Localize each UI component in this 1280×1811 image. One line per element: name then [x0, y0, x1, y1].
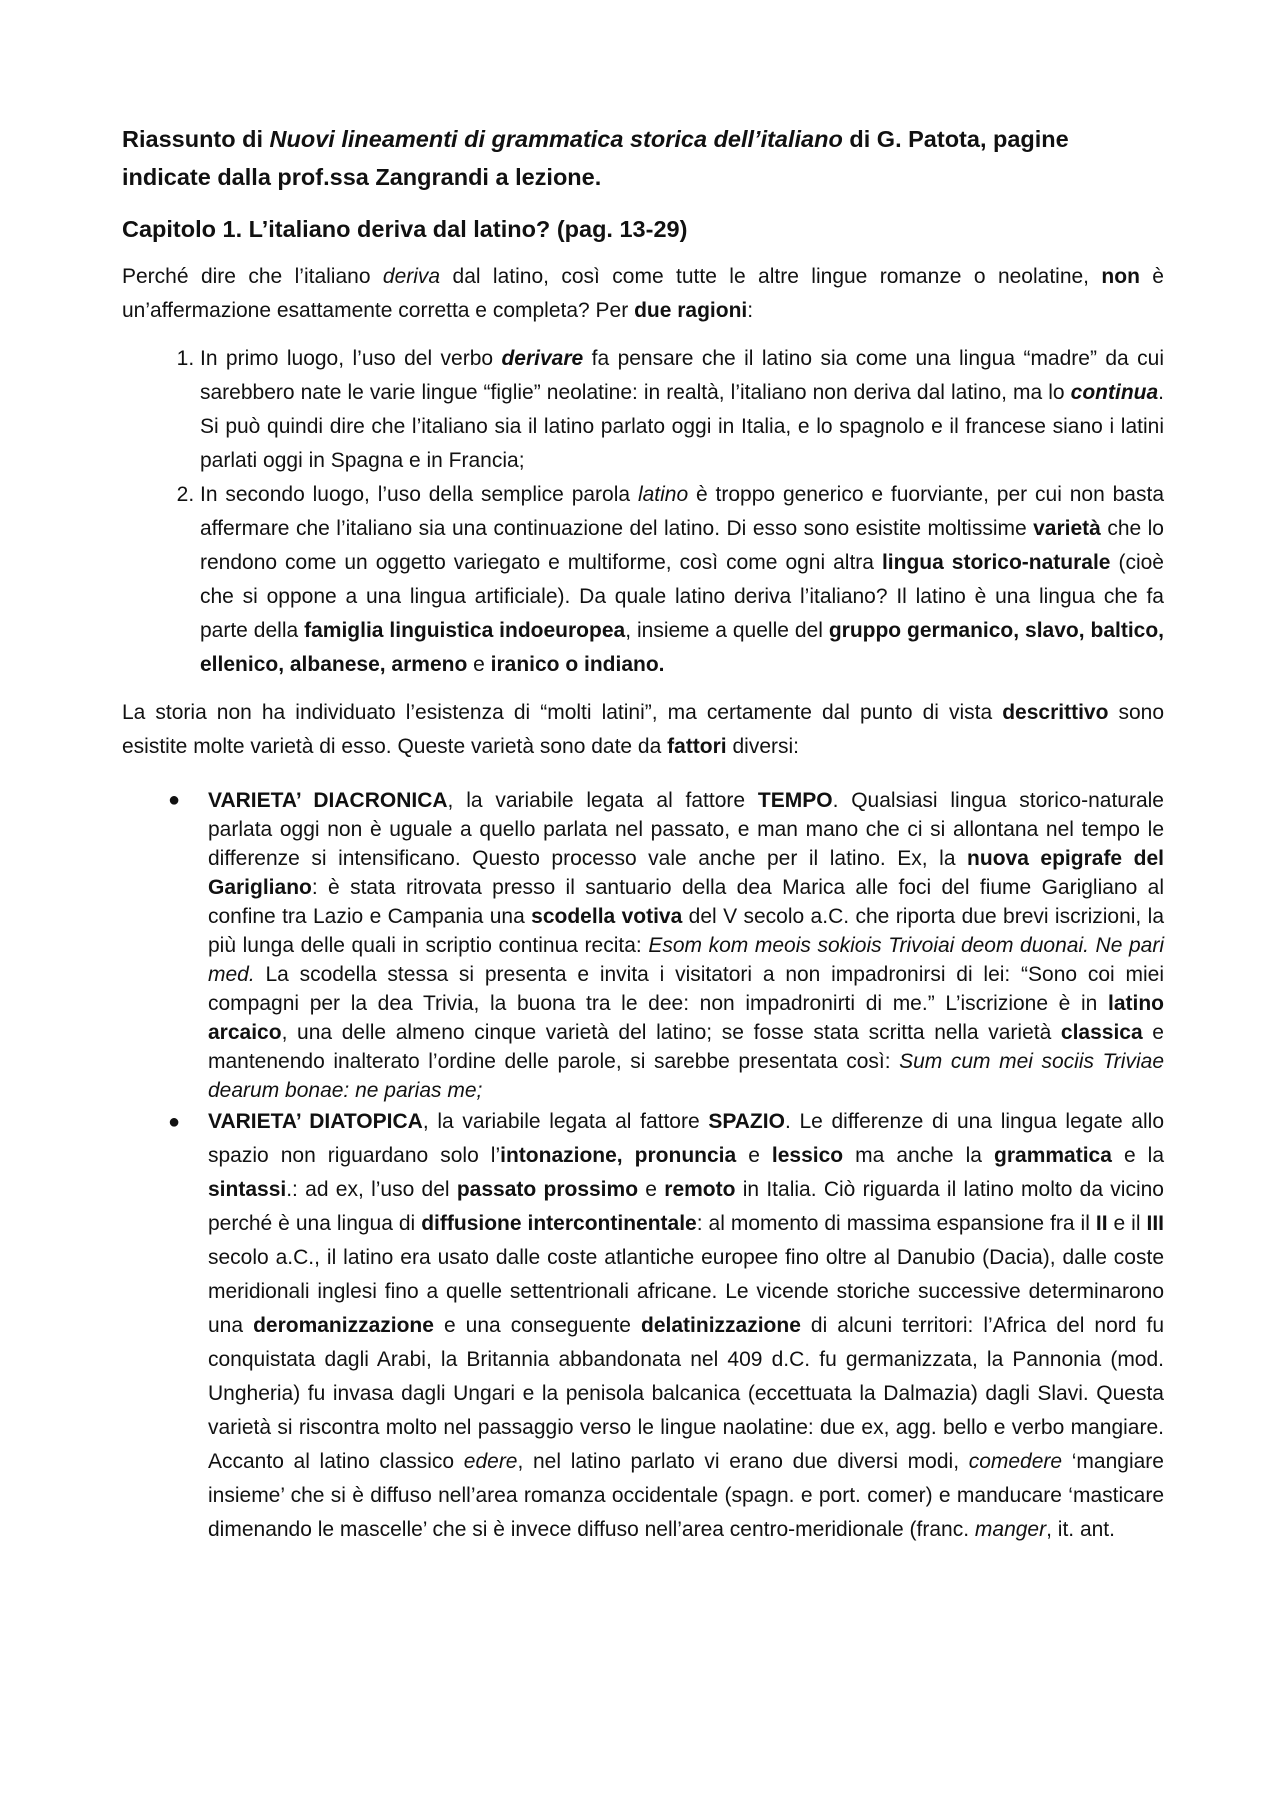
bullet-icon: ●: [168, 1111, 181, 1133]
list-item: ● VARIETA’ DIACRONICA, la variabile legata al fattore TEMPO. Qualsiasi lingua storico-naturale parlata oggi non è uguale a quello parlata nel passato, e man mano che ci si allontana nel tempo le differenze si intensificano. Questo processo vale anche per il latino. Ex, la nuova epigrafe del Garigliano: è stata ritrovata presso il santuario della dea Marica alle foci del fiume Garigliano al confine tra Lazio e Campania una scodella votiva del V secolo a.C. che riporta due brevi iscrizioni, la più lunga delle quali in scriptio continua recita: Esom kom meois sokiois Trivoiai deom duonai. Ne pari med. La scodella stessa si presenta e invita i visitatori a non impadronirsi di lei: “Sono coi miei compagni per la dea Trivia, la buona tra le dee: non impadronirti di me.” L’iscrizione è in latino arcaico, una delle almeno cinque varietà del latino; se fosse stata scritta nella varietà classica e mantenendo inalterato l’ordine delle parole, si sarebbe presentata così: Sum cum mei sociis Triviae dearum bonae: ne parias me;: [122, 786, 1164, 1105]
varieties-paragraph: La storia non ha individuato l’esistenza di “molti latini”, ma certamente dal punto di vista descrittivo sono esistite molte varietà di esso. Queste varietà sono date da fattori diversi:: [122, 701, 1165, 758]
document-page: [122, 120, 1164, 1547]
chapter-heading: Capitolo 1. L’italiano deriva dal latino? (pag. 13-29): [122, 216, 688, 242]
list-item: ● VARIETA’ DIATOPICA, la variabile legata al fattore SPAZIO. Le differenze di una lingua legate allo spazio non riguardano solo l’intonazione, pronuncia e lessico ma anche la grammatica e la sintassi.: ad ex, l’uso del passato prossimo e remoto in Italia. Ciò riguarda il latino molto da vicino perché è una lingua di diffusione intercontinentale: al momento di massima espansione fra il II e il III secolo a.C., il latino era usato dalle coste atlantiche europee fino oltre al Danubio (Dacia), dalle coste meridionali inglesi fino a quelle settentrionali africane. Le vicende storiche successive determinarono una deromanizzazione e una conseguente delatinizzazione di alcuni territori: l’Africa del nord fu conquistata dagli Arabi, la Britannia abbandonata nel 409 d.C. fu germanizzata, la Pannonia (mod. Ungheria) fu invasa dagli Ungari e la penisola balcanica (eccettuata la Dalmazia) dagli Slavi. Questa varietà si riscontra molto nel passaggio verso le lingue naolatine: due ex, agg. bello e verbo mangiare. Accanto al latino classico edere, nel latino parlato vi erano due diversi modi, comedere ‘mangiare insieme’ che si è diffuso nell’area romanza occidentale (spagn. e port. comer) e manducare ‘masticare dimenando le mascelle’ che si è invece diffuso nell’area centro-meridionale (franc. manger, it. ant.: [122, 1105, 1164, 1547]
list-item: 1. In primo luogo, l’uso del verbo derivare fa pensare che il latino sia come una lingua “madre” da cui sarebbero nate le varie lingue “figlie” neolatine: in realtà, l’italiano non deriva dal latino, ma lo continua. Si può quindi dire che l’italiano sia il latino parlato oggi in Italia, e lo spagnolo e il francese siano i latini parlati oggi in Spagna e in Francia;: [200, 342, 1164, 478]
list-item: 2. In secondo luogo, l’uso della semplice parola latino è troppo generico e fuorviante, per cui non basta affermare che l’italiano sia una continuazione del latino. Di esso sono esistite moltissime varietà che lo rendono come un oggetto variegato e multiforme, così come ogni altra lingua storico-naturale (cioè che si oppone a una lingua artificiale). Da quale latino deriva l’italiano? Il latino è una lingua che fa parte della famiglia linguistica indoeuropea, insieme a quelle del gruppo germanico, slavo, baltico, ellenico, albanese, armeno e iranico o indiano.: [200, 478, 1164, 682]
document-title: Riassunto di Nuovi lineamenti di grammatica storica dell’italiano di G. Patota, pagine indicate dalla prof.ssa Zangrandi a lezione.: [122, 126, 1069, 190]
bullet-icon: ●: [168, 789, 181, 811]
varieties-list: [122, 786, 1164, 1547]
intro-paragraph: Perché dire che l’italiano deriva dal latino, così come tutte le altre lingue romanze o neolatine, non è un’affermazione esattamente corretta e completa? Per due ragioni:: [122, 265, 1164, 322]
reasons-list: [122, 342, 1164, 682]
